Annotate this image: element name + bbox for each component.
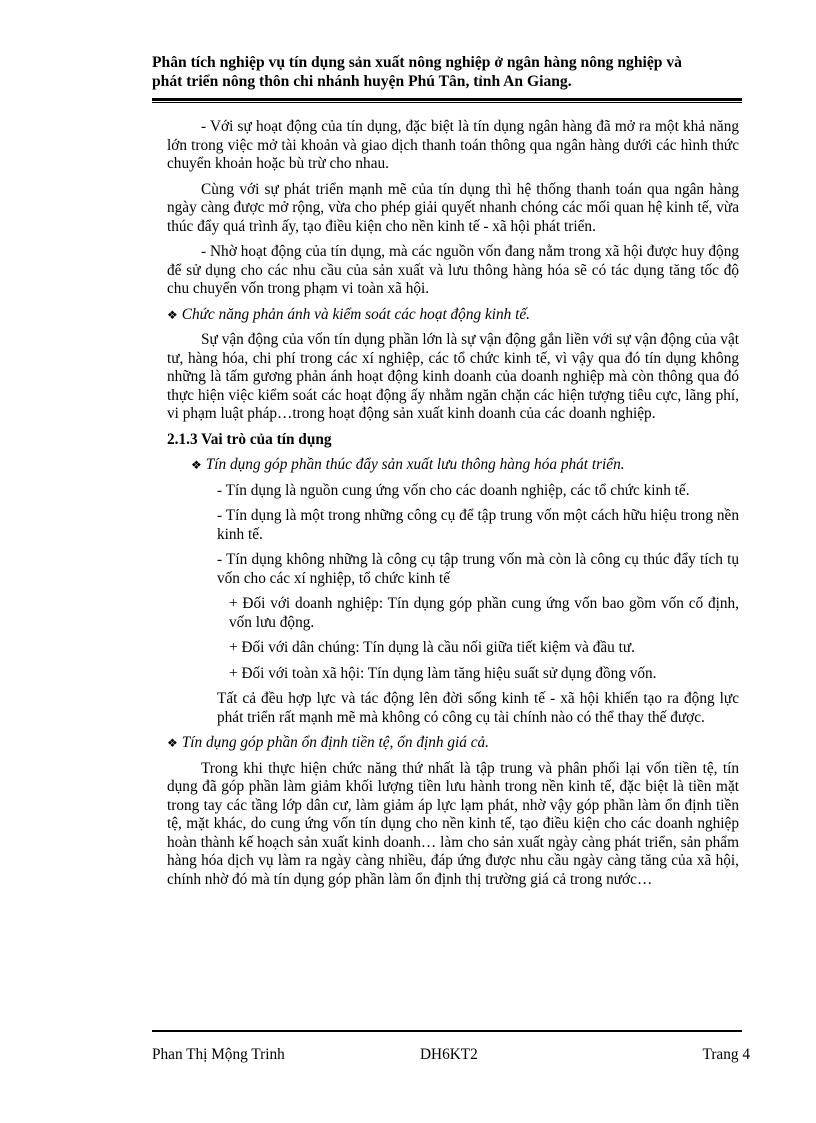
page-body — [167, 118, 739, 896]
header-title-line-1: Phân tích nghiệp vụ tín dụng sản xuất nông nghiệp ở ngân hàng nông nghiệp và — [152, 54, 682, 71]
diamond-bullet-icon: ❖ — [167, 736, 178, 750]
paragraph-8: + Đối với doanh nghiệp: Tín dụng góp phần cung ứng vốn bao gồm vốn cố định, vốn lưu động. — [229, 595, 739, 631]
diamond-bullet-icon: ❖ — [167, 307, 178, 322]
header-title-line-2: phát triển nông thôn chi nhánh huyện Phú Tân, tỉnh An Giang. — [152, 72, 572, 90]
bullet-text-1: Chức năng phản ánh và kiểm soát các hoạt động kinh tế. — [181, 305, 530, 323]
footer-divider — [152, 1030, 742, 1032]
paragraph-2: Cùng với sự phát triển mạnh mẽ của tín dụng thì hệ thống thanh toán qua ngân hàng ngày càng được mở rộng, vừa cho phép giải quyết nhanh chóng các mối quan hệ kinh tế, vừa thúc đẩy quá trình ấy, tạo điều kiện cho nền kinh tế - xã hội phát triển. — [167, 180, 739, 235]
bullet-text-2: Tín dụng góp phần thúc đẩy sản xuất lưu thông hàng hóa phát triển. — [205, 456, 625, 473]
paragraph-1: - Với sự hoạt động của tín dụng, đặc biệt là tín dụng ngân hàng đã mở ra một khả năng lớn trong việc mở tài khoản và giao dịch thanh toán thông qua ngân hàng dưới các hình thức chuyển khoản hoặc bù trừ cho nhau. — [167, 118, 739, 172]
diamond-bullet-icon: ❖ — [191, 458, 202, 472]
paragraph-10: + Đối với toàn xã hội: Tín dụng làm tăng hiệu suất sử dụng đồng vốn. — [229, 664, 657, 682]
page-header — [152, 54, 742, 91]
bullet-item-3 — [167, 734, 739, 753]
section-heading: 2.1.3 Vai trò của tín dụng — [167, 430, 332, 448]
paragraph-4: Sự vận động của vốn tín dụng phần lớn là sự vận động gắn liền với sự vận động của vật tư, hàng hóa, chi phí trong các xí nghiệp, các tổ chức kinh tế, vì vậy qua đó tín dụng không những là tấm gương phản ánh hoạt động kinh doanh của doanh nghiệp mà còn thông qua đó thực hiện việc kiểm soát các hoạt động ấy nhằm ngăn chặn các hiện tượng tiêu cực, lãng phí, vi phạm luật pháp…trong hoạt động sản xuất kinh doanh của các doanh nghiệp. — [167, 331, 739, 422]
header-divider-thin — [152, 102, 742, 103]
bullet-item-2 — [191, 456, 739, 475]
paragraph-9: + Đối với dân chúng: Tín dụng là cầu nối giữa tiết kiệm và đầu tư. — [229, 639, 636, 656]
paragraph-7: - Tín dụng không những là công cụ tập trung vốn mà còn là công cụ thúc đẩy tích tụ vốn cho các xí nghiệp, tổ chức kinh tế — [217, 551, 739, 587]
bullet-item-1 — [167, 306, 739, 325]
paragraph-6: - Tín dụng là một trong những công cụ để tập trung vốn một cách hữu hiệu trong nền kinh tế. — [217, 507, 739, 543]
header-divider-thick — [152, 98, 742, 101]
footer-author: Phan Thị Mộng Trinh — [152, 1046, 285, 1063]
footer-class: DH6KT2 — [420, 1046, 478, 1063]
bullet-text-3: Tín dụng góp phần ổn định tiền tệ, ổn định giá cả. — [181, 734, 489, 751]
paragraph-12: Trong khi thực hiện chức năng thứ nhất là tập trung và phân phối lại vốn tiền tệ, tín dụng đã góp phần làm giảm khối lượng tiền lưu hành trong nền kinh tế, đặc biệt là tiền mặt trong tay các tầng lớp dân cư, làm giảm áp lực lạm phát, nhờ vậy góp phần làm ổn định tiền tệ, mặt khác, do cung ứng vốn tín dụng cho nền kinh tế, tạo điều kiện cho các doanh nghiệp hoàn thành kế hoạch sản xuất kinh doanh… làm cho sản xuất ngày càng phát triển, sản phẩm hàng hóa dịch vụ làm ra ngày càng nhiều, đáp ứng được nhu cầu ngày càng tăng của xã hội, chính nhờ đó mà tín dụng góp phần làm ổn định thị trường giá cả trong nước… — [167, 759, 739, 888]
paragraph-11: Tất cả đều hợp lực và tác động lên đời sống kinh tế - xã hội khiến tạo ra động lực phát triển rất mạnh mẽ mà không có công cụ tài chính nào có thể thay thế được. — [217, 690, 739, 726]
paragraph-5: - Tín dụng là nguồn cung ứng vốn cho các doanh nghiệp, các tổ chức kinh tế. — [217, 481, 690, 499]
footer-page-number: Trang 4 — [702, 1046, 750, 1063]
paragraph-3: - Nhờ hoạt động của tín dụng, mà các nguồn vốn đang nằm trong xã hội được huy động để sử dụng cho các nhu cầu của sản xuất và lưu thông hàng hóa sẽ có tác dụng tăng tốc độ chu chuyển vốn trong phạm vi toàn xã hội. — [167, 243, 739, 297]
